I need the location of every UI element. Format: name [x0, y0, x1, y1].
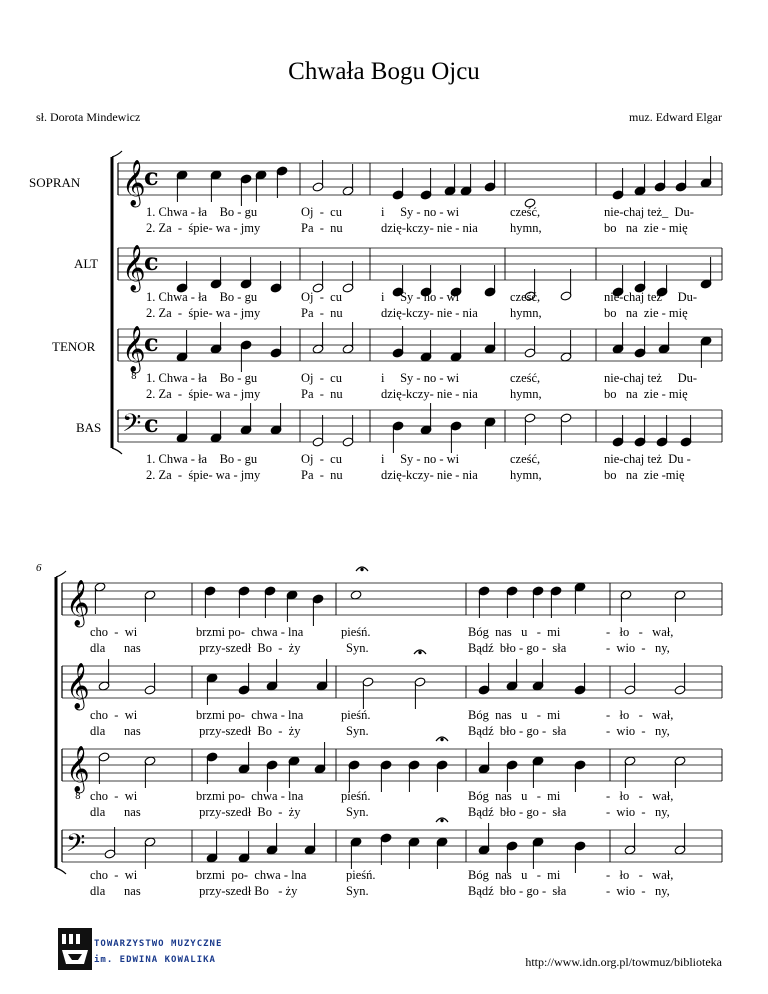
lyric-s2-alto-v1d: Bóg nas u - mi	[468, 708, 561, 722]
lyric-s2-alto-v2d: Bądź bło - go - sła	[468, 724, 567, 738]
lyric-s1-bass-v2d: hymn,	[510, 468, 542, 482]
lyric-s1-soprano-v1a: 1. Chwa - ła Bo - gu	[146, 205, 258, 219]
page-title: Chwała Bogu Ojcu	[288, 58, 480, 85]
system-bracket-hook	[112, 448, 122, 454]
treble-clef-icon: 𝄞	[66, 580, 90, 626]
lyric-s1-alto-v1b: Oj - cu	[301, 290, 342, 304]
lyric-s1-soprano-v1b: Oj - cu	[301, 205, 342, 219]
common-time-icon: c	[144, 247, 159, 276]
bass-clef-icon: 𝄢	[66, 829, 86, 864]
lyric-s1-bass-v1a: 1. Chwa - ła Bo - gu	[146, 452, 258, 466]
lyric-s1-bass-v1c: i Sy - no - wi	[381, 452, 460, 466]
publisher-name: TOWARZYSTWO MUZYCZNE	[94, 939, 223, 949]
lyric-s2-tenor-v2a: dla nas	[90, 805, 141, 819]
octave-eight-mark: 8	[75, 792, 81, 802]
lyric-s1-bass-v2e: bo na zie -mię	[604, 468, 685, 482]
lyric-s2-alto-v2a: dla nas	[90, 724, 141, 738]
publisher-subtitle: im. EDWINA KOWALIKA	[94, 955, 216, 965]
lyric-s2-alto-v2e: - wio - ny,	[606, 724, 670, 738]
lyric-s1-soprano-v1e: nie-chaj też_ Du-	[604, 205, 694, 219]
lyric-s1-alto-v1d: cześć,	[510, 290, 541, 304]
lyric-s2-tenor-v1b: brzmi po- chwa - lna	[196, 789, 304, 803]
measure-number: 6	[36, 562, 42, 574]
lyric-s1-bass-v2a: 2. Za - śpie- wa - jmy	[146, 468, 261, 482]
fermata-dot	[441, 819, 443, 821]
lyric-s2-bass-v2c: Syn.	[346, 884, 369, 898]
composer-credit: muz. Edward Elgar	[629, 110, 722, 124]
lyric-s2-bass-v2b: przy-szedł Bo - ży	[196, 884, 298, 898]
lyric-s1-tenor-v1d: cześć,	[510, 371, 541, 385]
treble-clef-icon: 𝄞	[122, 245, 146, 291]
lyric-s1-soprano-v2c: dzię-kczy- nie - nia	[381, 221, 478, 235]
fermata-dot	[419, 651, 421, 653]
treble-clef-icon: 𝄞	[122, 326, 146, 372]
library-url[interactable]: http://www.idn.org.pl/towmuz/biblioteka	[525, 955, 722, 969]
lyric-s2-tenor-v2b: przy-szedł Bo - ży	[196, 805, 301, 819]
lyric-s2-soprano-v2b: przy-szedł Bo - ży	[196, 641, 301, 655]
lyric-s1-tenor-v1b: Oj - cu	[301, 371, 342, 385]
lyric-s2-bass-v1c: pieśń.	[346, 868, 376, 882]
treble-clef-icon: 𝄞	[66, 746, 90, 792]
voice-label-alto: ALT	[74, 256, 99, 271]
lyric-s1-soprano-v2b: Pa - nu	[301, 221, 343, 235]
publisher-logo-icon	[58, 928, 92, 970]
lyric-s1-alto-v1e: nie-chaj też Du-	[604, 290, 698, 304]
lyric-s2-alto-v1e: - ło - wał,	[606, 708, 674, 722]
lyric-s2-bass-v2a: dla nas	[90, 884, 141, 898]
lyricist-credit: sł. Dorota Mindewicz	[36, 110, 141, 124]
lyric-s1-bass-v2b: Pa - nu	[301, 468, 343, 482]
lyric-s2-soprano-v1c: pieśń.	[341, 625, 371, 639]
lyric-s2-bass-v1d: Bóg nas u - mi	[468, 868, 561, 882]
lyric-s1-soprano-v1c: i Sy - no - wi	[381, 205, 460, 219]
lyric-s2-bass-v2e: - wio - ny,	[606, 884, 670, 898]
lyric-s2-tenor-v2c: Syn.	[346, 805, 369, 819]
lyric-s1-bass-v1e: nie-chaj też Du -	[604, 452, 691, 466]
fermata-dot	[361, 568, 363, 570]
lyric-s1-soprano-v2d: hymn,	[510, 221, 542, 235]
lyric-s1-soprano-v1d: cześć,	[510, 205, 541, 219]
octave-eight-mark: 8	[131, 372, 137, 382]
lyric-s2-alto-v1c: pieśń.	[341, 708, 371, 722]
lyric-s2-soprano-v1a: cho - wi	[90, 625, 138, 639]
lyric-s2-tenor-v1a: cho - wi	[90, 789, 138, 803]
bass-clef-icon: 𝄢	[122, 409, 142, 444]
lyric-s2-soprano-v2d: Bądź bło - go - sła	[468, 641, 567, 655]
lyric-s1-tenor-v2b: Pa - nu	[301, 387, 343, 401]
lyric-s2-alto-v2c: Syn.	[346, 724, 369, 738]
lyric-s2-tenor-v1d: Bóg nas u - mi	[468, 789, 561, 803]
treble-clef-icon: 𝄞	[66, 663, 90, 709]
voice-label-tenor: TENOR	[52, 339, 96, 354]
lyric-s2-bass-v1a: cho - wi	[90, 868, 138, 882]
lyric-s2-bass-v1e: - ło - wał,	[606, 868, 674, 882]
voice-label-bass: BAS	[76, 420, 102, 435]
lyric-s1-alto-v2a: 2. Za - śpie- wa - jmy	[146, 306, 261, 320]
lyric-s1-alto-v2b: Pa - nu	[301, 306, 343, 320]
treble-clef-icon: 𝄞	[122, 160, 146, 206]
lyric-s2-alto-v1a: cho - wi	[90, 708, 138, 722]
lyric-s1-alto-v1c: i Sy - no - wi	[381, 290, 460, 304]
note-head	[350, 590, 362, 600]
lyric-s2-bass-v1b: brzmi po- chwa - lna	[196, 868, 307, 882]
lyric-s2-alto-v2b: przy-szedł Bo - ży	[196, 724, 301, 738]
lyric-s1-soprano-v2a: 2. Za - śpie- wa - jmy	[146, 221, 261, 235]
lyric-s1-bass-v1d: cześć,	[510, 452, 541, 466]
lyric-s2-tenor-v1e: - ło - wał,	[606, 789, 674, 803]
lyric-s2-tenor-v2e: - wio - ny,	[606, 805, 670, 819]
lyric-s2-bass-v2d: Bądź bło - go - sła	[468, 884, 567, 898]
lyric-s2-tenor-v2d: Bądź bło - go - sła	[468, 805, 567, 819]
lyric-s2-tenor-v1c: pieśń.	[341, 789, 371, 803]
lyric-s2-soprano-v1b: brzmi po- chwa - lna	[196, 625, 304, 639]
common-time-icon: c	[144, 162, 159, 191]
lyric-s2-soprano-v2e: - wio - ny,	[606, 641, 670, 655]
lyric-s1-bass-v2c: dzię-kczy- nie - nia	[381, 468, 478, 482]
lyric-s1-tenor-v1e: nie-chaj też Du-	[604, 371, 698, 385]
lyric-s1-tenor-v2d: hymn,	[510, 387, 542, 401]
common-time-icon: c	[144, 409, 159, 438]
lyric-s1-alto-v2d: hymn,	[510, 306, 542, 320]
lyric-s1-tenor-v1a: 1. Chwa - ła Bo - gu	[146, 371, 258, 385]
lyric-s1-bass-v1b: Oj - cu	[301, 452, 342, 466]
system-bracket-hook	[56, 868, 66, 874]
lyric-s2-alto-v1b: brzmi po- chwa - lna	[196, 708, 304, 722]
lyric-s2-soprano-v1e: - ło - wał,	[606, 625, 674, 639]
voice-label-soprano: SOPRAN	[29, 175, 81, 190]
common-time-icon: c	[144, 328, 159, 357]
lyric-s2-soprano-v2c: Syn.	[346, 641, 369, 655]
system-bracket-hook	[112, 151, 122, 157]
lyric-s1-tenor-v2a: 2. Za - śpie- wa - jmy	[146, 387, 261, 401]
lyric-s2-soprano-v2a: dla nas	[90, 641, 141, 655]
lyric-s1-tenor-v2c: dzię-kczy- nie - nia	[381, 387, 478, 401]
fermata-dot	[441, 738, 443, 740]
lyric-s1-alto-v2c: dzię-kczy- nie - nia	[381, 306, 478, 320]
lyric-s1-alto-v2e: bo na zie - mię	[604, 306, 688, 320]
lyric-s1-soprano-v2e: bo na zie - mię	[604, 221, 688, 235]
lyric-s1-alto-v1a: 1. Chwa - ła Bo - gu	[146, 290, 258, 304]
lyric-s2-soprano-v1d: Bóg nas u - mi	[468, 625, 561, 639]
lyric-s1-tenor-v2e: bo na zie - mię	[604, 387, 688, 401]
lyric-s1-tenor-v1c: i Sy - no - wi	[381, 371, 460, 385]
system-bracket-hook	[56, 571, 66, 577]
